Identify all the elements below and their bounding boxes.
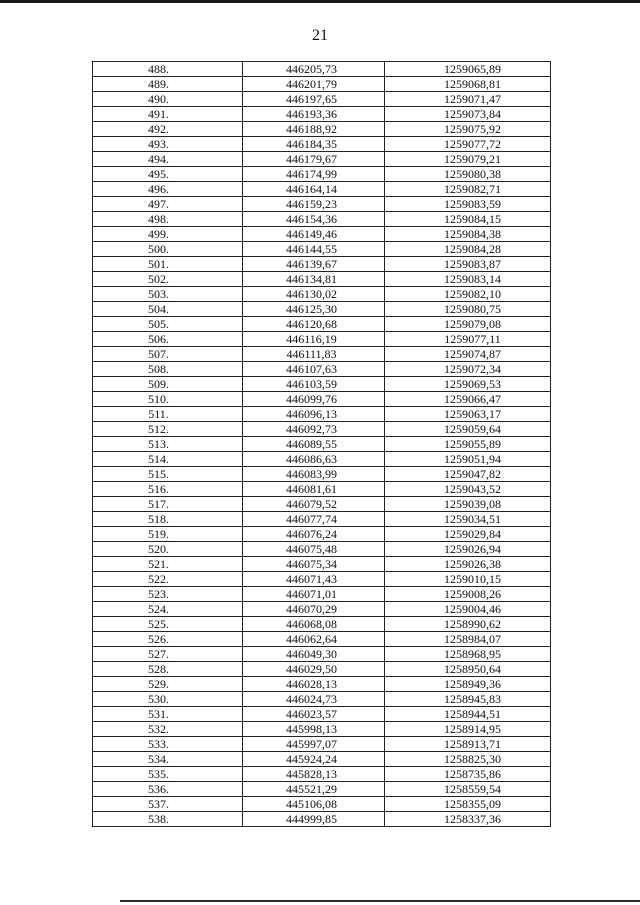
- point-number-cell: 523.: [93, 587, 243, 602]
- table-row: [93, 422, 551, 437]
- y-coordinate-cell: 1258735,86: [385, 767, 551, 782]
- x-coordinate-cell: 445521,29: [243, 782, 385, 797]
- table-row: [93, 707, 551, 722]
- y-coordinate-cell: 1258337,36: [385, 812, 551, 827]
- point-number-cell: 524.: [93, 602, 243, 617]
- table-row: [93, 452, 551, 467]
- point-number-cell: 511.: [93, 407, 243, 422]
- x-coordinate-cell: 446071,01: [243, 587, 385, 602]
- y-coordinate-cell: 1258990,62: [385, 617, 551, 632]
- scan-edge-top: [0, 0, 640, 3]
- x-coordinate-cell: 446134,81: [243, 272, 385, 287]
- y-coordinate-cell: 1259047,82: [385, 467, 551, 482]
- y-coordinate-cell: 1258949,36: [385, 677, 551, 692]
- point-number-cell: 520.: [93, 542, 243, 557]
- point-number-cell: 495.: [93, 167, 243, 182]
- x-coordinate-cell: 446089,55: [243, 437, 385, 452]
- table-row: [93, 527, 551, 542]
- y-coordinate-cell: 1259051,94: [385, 452, 551, 467]
- y-coordinate-cell: 1259026,38: [385, 557, 551, 572]
- y-coordinate-cell: 1259066,47: [385, 392, 551, 407]
- y-coordinate-cell: 1259083,14: [385, 272, 551, 287]
- table-row: [93, 752, 551, 767]
- y-coordinate-cell: 1259077,11: [385, 332, 551, 347]
- table-row: [93, 692, 551, 707]
- table-row: [93, 797, 551, 812]
- x-coordinate-cell: 446062,64: [243, 632, 385, 647]
- y-coordinate-cell: 1259029,84: [385, 527, 551, 542]
- x-coordinate-cell: 446023,57: [243, 707, 385, 722]
- table-row: [93, 62, 551, 77]
- y-coordinate-cell: 1259026,94: [385, 542, 551, 557]
- x-coordinate-cell: 446159,23: [243, 197, 385, 212]
- point-number-cell: 522.: [93, 572, 243, 587]
- x-coordinate-cell: 445106,08: [243, 797, 385, 812]
- x-coordinate-cell: 446205,73: [243, 62, 385, 77]
- y-coordinate-cell: 1259010,15: [385, 572, 551, 587]
- y-coordinate-cell: 1259063,17: [385, 407, 551, 422]
- point-number-cell: 490.: [93, 92, 243, 107]
- y-coordinate-cell: 1259075,92: [385, 122, 551, 137]
- coordinates-table-body: [93, 62, 551, 827]
- point-number-cell: 515.: [93, 467, 243, 482]
- table-row: [93, 482, 551, 497]
- y-coordinate-cell: 1259072,34: [385, 362, 551, 377]
- x-coordinate-cell: 446193,36: [243, 107, 385, 122]
- x-coordinate-cell: 446029,50: [243, 662, 385, 677]
- table-row: [93, 602, 551, 617]
- scan-edge-bottom: [120, 900, 640, 902]
- x-coordinate-cell: 446174,99: [243, 167, 385, 182]
- x-coordinate-cell: 446071,43: [243, 572, 385, 587]
- point-number-cell: 494.: [93, 152, 243, 167]
- x-coordinate-cell: 444999,85: [243, 812, 385, 827]
- point-number-cell: 519.: [93, 527, 243, 542]
- table-row: [93, 572, 551, 587]
- table-row: [93, 377, 551, 392]
- y-coordinate-cell: 1258944,51: [385, 707, 551, 722]
- point-number-cell: 489.: [93, 77, 243, 92]
- x-coordinate-cell: 446107,63: [243, 362, 385, 377]
- table-row: [93, 497, 551, 512]
- x-coordinate-cell: 446075,48: [243, 542, 385, 557]
- y-coordinate-cell: 1259073,84: [385, 107, 551, 122]
- y-coordinate-cell: 1259077,72: [385, 137, 551, 152]
- x-coordinate-cell: 446184,35: [243, 137, 385, 152]
- table-row: [93, 212, 551, 227]
- x-coordinate-cell: 446099,76: [243, 392, 385, 407]
- point-number-cell: 499.: [93, 227, 243, 242]
- y-coordinate-cell: 1258355,09: [385, 797, 551, 812]
- table-row: [93, 662, 551, 677]
- table-row: [93, 302, 551, 317]
- y-coordinate-cell: 1258913,71: [385, 737, 551, 752]
- point-number-cell: 518.: [93, 512, 243, 527]
- point-number-cell: 508.: [93, 362, 243, 377]
- x-coordinate-cell: 446179,67: [243, 152, 385, 167]
- y-coordinate-cell: 1258968,95: [385, 647, 551, 662]
- table-row: [93, 362, 551, 377]
- point-number-cell: 535.: [93, 767, 243, 782]
- table-row: [93, 647, 551, 662]
- y-coordinate-cell: 1259082,71: [385, 182, 551, 197]
- table-row: [93, 317, 551, 332]
- x-coordinate-cell: 446149,46: [243, 227, 385, 242]
- point-number-cell: 498.: [93, 212, 243, 227]
- y-coordinate-cell: 1259039,08: [385, 497, 551, 512]
- x-coordinate-cell: 446079,52: [243, 497, 385, 512]
- table-row: [93, 617, 551, 632]
- point-number-cell: 534.: [93, 752, 243, 767]
- x-coordinate-cell: 446139,67: [243, 257, 385, 272]
- y-coordinate-cell: 1259084,28: [385, 242, 551, 257]
- y-coordinate-cell: 1259080,75: [385, 302, 551, 317]
- x-coordinate-cell: 446116,19: [243, 332, 385, 347]
- point-number-cell: 538.: [93, 812, 243, 827]
- table-row: [93, 557, 551, 572]
- y-coordinate-cell: 1258559,54: [385, 782, 551, 797]
- y-coordinate-cell: 1259008,26: [385, 587, 551, 602]
- page-number: 21: [312, 27, 328, 44]
- y-coordinate-cell: 1259069,53: [385, 377, 551, 392]
- point-number-cell: 525.: [93, 617, 243, 632]
- point-number-cell: 514.: [93, 452, 243, 467]
- point-number-cell: 500.: [93, 242, 243, 257]
- x-coordinate-cell: 446049,30: [243, 647, 385, 662]
- y-coordinate-cell: 1259083,87: [385, 257, 551, 272]
- table-row: [93, 197, 551, 212]
- table-row: [93, 272, 551, 287]
- table-row: [93, 512, 551, 527]
- table-row: [93, 92, 551, 107]
- x-coordinate-cell: 446103,59: [243, 377, 385, 392]
- table-row: [93, 467, 551, 482]
- x-coordinate-cell: 446077,74: [243, 512, 385, 527]
- x-coordinate-cell: 446081,61: [243, 482, 385, 497]
- point-number-cell: 502.: [93, 272, 243, 287]
- x-coordinate-cell: 446188,92: [243, 122, 385, 137]
- table-row: [93, 542, 551, 557]
- table-row: [93, 122, 551, 137]
- y-coordinate-cell: 1258984,07: [385, 632, 551, 647]
- table-row: [93, 767, 551, 782]
- point-number-cell: 536.: [93, 782, 243, 797]
- point-number-cell: 505.: [93, 317, 243, 332]
- point-number-cell: 513.: [93, 437, 243, 452]
- point-number-cell: 526.: [93, 632, 243, 647]
- y-coordinate-cell: 1259082,10: [385, 287, 551, 302]
- table-row: [93, 287, 551, 302]
- table-row: [93, 107, 551, 122]
- x-coordinate-cell: 446092,73: [243, 422, 385, 437]
- point-number-cell: 516.: [93, 482, 243, 497]
- point-number-cell: 501.: [93, 257, 243, 272]
- point-number-cell: 509.: [93, 377, 243, 392]
- table-row: [93, 257, 551, 272]
- y-coordinate-cell: 1259059,64: [385, 422, 551, 437]
- x-coordinate-cell: 446075,34: [243, 557, 385, 572]
- point-number-cell: 517.: [93, 497, 243, 512]
- x-coordinate-cell: 446125,30: [243, 302, 385, 317]
- y-coordinate-cell: 1259034,51: [385, 512, 551, 527]
- point-number-cell: 496.: [93, 182, 243, 197]
- table-row: [93, 347, 551, 362]
- x-coordinate-cell: 446130,02: [243, 287, 385, 302]
- x-coordinate-cell: 446154,36: [243, 212, 385, 227]
- x-coordinate-cell: 446068,08: [243, 617, 385, 632]
- y-coordinate-cell: 1259083,59: [385, 197, 551, 212]
- table-row: [93, 722, 551, 737]
- y-coordinate-cell: 1258945,83: [385, 692, 551, 707]
- x-coordinate-cell: 445924,24: [243, 752, 385, 767]
- point-number-cell: 491.: [93, 107, 243, 122]
- table-row: [93, 152, 551, 167]
- point-number-cell: 532.: [93, 722, 243, 737]
- point-number-cell: 531.: [93, 707, 243, 722]
- point-number-cell: 492.: [93, 122, 243, 137]
- x-coordinate-cell: 446028,13: [243, 677, 385, 692]
- table-row: [93, 167, 551, 182]
- table-row: [93, 812, 551, 827]
- y-coordinate-cell: 1259079,08: [385, 317, 551, 332]
- point-number-cell: 506.: [93, 332, 243, 347]
- point-number-cell: 529.: [93, 677, 243, 692]
- point-number-cell: 533.: [93, 737, 243, 752]
- point-number-cell: 497.: [93, 197, 243, 212]
- table-row: [93, 632, 551, 647]
- table-row: [93, 737, 551, 752]
- table-row: [93, 587, 551, 602]
- table-row: [93, 392, 551, 407]
- point-number-cell: 530.: [93, 692, 243, 707]
- y-coordinate-cell: 1259004,46: [385, 602, 551, 617]
- table-row: [93, 182, 551, 197]
- point-number-cell: 512.: [93, 422, 243, 437]
- y-coordinate-cell: 1258914,95: [385, 722, 551, 737]
- point-number-cell: 488.: [93, 62, 243, 77]
- x-coordinate-cell: 446083,99: [243, 467, 385, 482]
- table-row: [93, 242, 551, 257]
- y-coordinate-cell: 1259084,38: [385, 227, 551, 242]
- point-number-cell: 510.: [93, 392, 243, 407]
- y-coordinate-cell: 1259084,15: [385, 212, 551, 227]
- point-number-cell: 527.: [93, 647, 243, 662]
- point-number-cell: 503.: [93, 287, 243, 302]
- point-number-cell: 537.: [93, 797, 243, 812]
- x-coordinate-cell: 446120,68: [243, 317, 385, 332]
- y-coordinate-cell: 1258950,64: [385, 662, 551, 677]
- y-coordinate-cell: 1259071,47: [385, 92, 551, 107]
- x-coordinate-cell: 446201,79: [243, 77, 385, 92]
- x-coordinate-cell: 446111,83: [243, 347, 385, 362]
- x-coordinate-cell: 446070,29: [243, 602, 385, 617]
- x-coordinate-cell: 446076,24: [243, 527, 385, 542]
- y-coordinate-cell: 1258825,30: [385, 752, 551, 767]
- y-coordinate-cell: 1259043,52: [385, 482, 551, 497]
- point-number-cell: 528.: [93, 662, 243, 677]
- point-number-cell: 507.: [93, 347, 243, 362]
- table-row: [93, 77, 551, 92]
- table-row: [93, 332, 551, 347]
- y-coordinate-cell: 1259055,89: [385, 437, 551, 452]
- table-row: [93, 137, 551, 152]
- x-coordinate-cell: 446024,73: [243, 692, 385, 707]
- coordinates-table: [92, 61, 551, 827]
- x-coordinate-cell: 445828,13: [243, 767, 385, 782]
- y-coordinate-cell: 1259074,87: [385, 347, 551, 362]
- y-coordinate-cell: 1259068,81: [385, 77, 551, 92]
- x-coordinate-cell: 446086,63: [243, 452, 385, 467]
- y-coordinate-cell: 1259079,21: [385, 152, 551, 167]
- table-row: [93, 227, 551, 242]
- point-number-cell: 504.: [93, 302, 243, 317]
- table-row: [93, 677, 551, 692]
- x-coordinate-cell: 446144,55: [243, 242, 385, 257]
- table-row: [93, 407, 551, 422]
- y-coordinate-cell: 1259065,89: [385, 62, 551, 77]
- x-coordinate-cell: 446197,65: [243, 92, 385, 107]
- point-number-cell: 493.: [93, 137, 243, 152]
- x-coordinate-cell: 445997,07: [243, 737, 385, 752]
- y-coordinate-cell: 1259080,38: [385, 167, 551, 182]
- table-row: [93, 437, 551, 452]
- table-row: [93, 782, 551, 797]
- point-number-cell: 521.: [93, 557, 243, 572]
- x-coordinate-cell: 446164,14: [243, 182, 385, 197]
- x-coordinate-cell: 445998,13: [243, 722, 385, 737]
- x-coordinate-cell: 446096,13: [243, 407, 385, 422]
